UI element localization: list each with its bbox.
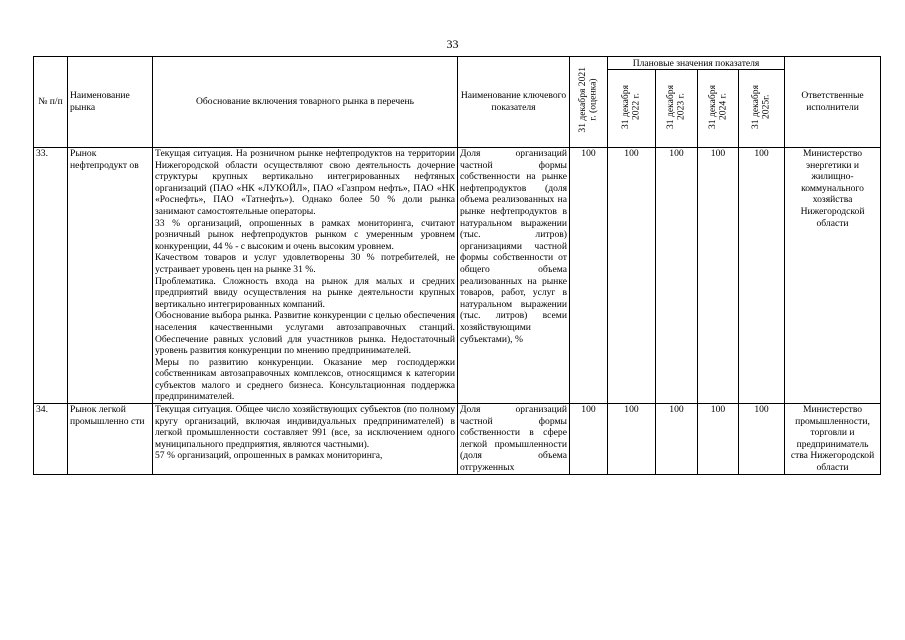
justification-paragraph: 57 % организаций, опрошенных в рамках мониторинга, <box>155 450 383 462</box>
row-value-2022: 100 <box>608 404 656 475</box>
row-value-2025: 100 <box>739 148 785 404</box>
row-indicator: Доля организаций частной формы собственности в сфере легкой промышленности (доля объема отгруженных <box>458 404 570 475</box>
row-num: 33. <box>34 148 68 404</box>
header-2025: 31 декабря 2025г. <box>739 70 785 148</box>
row-indicator: Доля организаций частной формы собственности на рынке нефтепродуктов (доля объема реализованных на рынке нефтепродуктов в натуральном выражении (тыс. литров) организациями частной формы собственности от общего объема реализованных на рынке товаров, работ, услуг в натуральном выражении (тыс. литров) всеми хозяйствующими субъектами), % <box>458 148 570 404</box>
row-value-2024: 100 <box>698 148 739 404</box>
justification-paragraph: Текущая ситуация. Общее число хозяйствующих субъектов (по полному кругу организаций, включая индивидуальных предпринимателей) в легкой промышленности составляет 991 (все, за исключением одного муниципального предприятия, являются частными). <box>155 404 455 450</box>
row-value-2021: 100 <box>570 148 608 404</box>
row-value-2025: 100 <box>739 404 785 475</box>
justification-paragraph: Качеством товаров и услуг удовлетворены 30 % потребителей, не устраивает уровень цен на рынке 31 %. <box>155 252 455 275</box>
header-justification: Обоснование включения товарного рынка в перечень <box>153 57 458 148</box>
row-value-2022: 100 <box>608 148 656 404</box>
row-num: 34. <box>34 404 68 475</box>
header-2022: 31 декабря 2022 г. <box>608 70 656 148</box>
header-responsible: Ответственные исполнители <box>785 57 881 148</box>
row-justification <box>153 148 458 404</box>
table-row <box>34 404 881 475</box>
justification-paragraph: Обоснование выбора рынка. Развитие конкуренции с целью обеспечения населения качественными услугами автозаправочных станций. Обеспечение равных условий для участников рынка. Недостаточный уровень развития конкуренции по мнению предпринимателей. <box>155 310 455 357</box>
row-justification <box>153 404 458 475</box>
justification-paragraph: Текущая ситуация. На розничном рынке нефтепродуктов на территории Нижегородской области осуществляют свою деятельность дочерние структуры крупных вертикально интегрированных нефтяных организаций (ПАО «НК «ЛУКОЙЛ», ПАО «Газпром нефть», ПАО «НК «Роснефть», ПАО «Татнефть»). Однако более 50 % доли рынка занимают самостоятельные операторы. <box>155 148 455 217</box>
row-market: Рынок легкой промышленно сти <box>68 404 153 475</box>
markets-table <box>33 56 881 475</box>
header-indicator: Наименование ключевого показателя <box>458 57 570 148</box>
justification-paragraph: Проблематика. Сложность входа на рынок для малых и средних предприятий ввиду осуществления на рынке деятельности крупных вертикально интегрированных компаний. <box>155 275 455 310</box>
header-planned-group: Плановые значения показателя <box>608 57 785 70</box>
row-value-2021: 100 <box>570 404 608 475</box>
header-2024: 31 декабря 2024 г. <box>698 70 739 148</box>
justification-paragraph: Меры по развитию конкуренции. Оказание мер господдержки собственникам автозаправочных комплексов, относящимся к категории субъектов малого и среднего бизнеса. Консультационная поддержка предпринимателей. <box>155 356 455 403</box>
header-2023: 31 декабря 2023 г. <box>656 70 698 148</box>
row-responsible: Министерство промышленности, торговли и предприниматель ства Нижегородской области <box>785 404 881 475</box>
justification-paragraph: 33 % организаций, опрошенных в рамках мониторинга, считают розничный рынок нефтепродуктов рынком с умеренным уровнем конкуренции, 44 % - с высоким и очень высоким уровнем. <box>155 217 455 252</box>
row-responsible: Министерство энергетики и жилищно-коммунального хозяйства Нижегородской области <box>785 148 881 404</box>
row-market: Рынок нефтепродукт ов <box>68 148 153 404</box>
row-value-2023: 100 <box>656 148 698 404</box>
page-number: 33 <box>446 37 459 51</box>
header-num: № п/п <box>34 57 68 148</box>
header-est-2021: 31 декабря 2021 г. (оценка) <box>570 57 608 148</box>
table-row <box>34 148 881 404</box>
row-value-2024: 100 <box>698 404 739 475</box>
header-market: Наименование рынка <box>68 57 153 148</box>
row-value-2023: 100 <box>656 404 698 475</box>
